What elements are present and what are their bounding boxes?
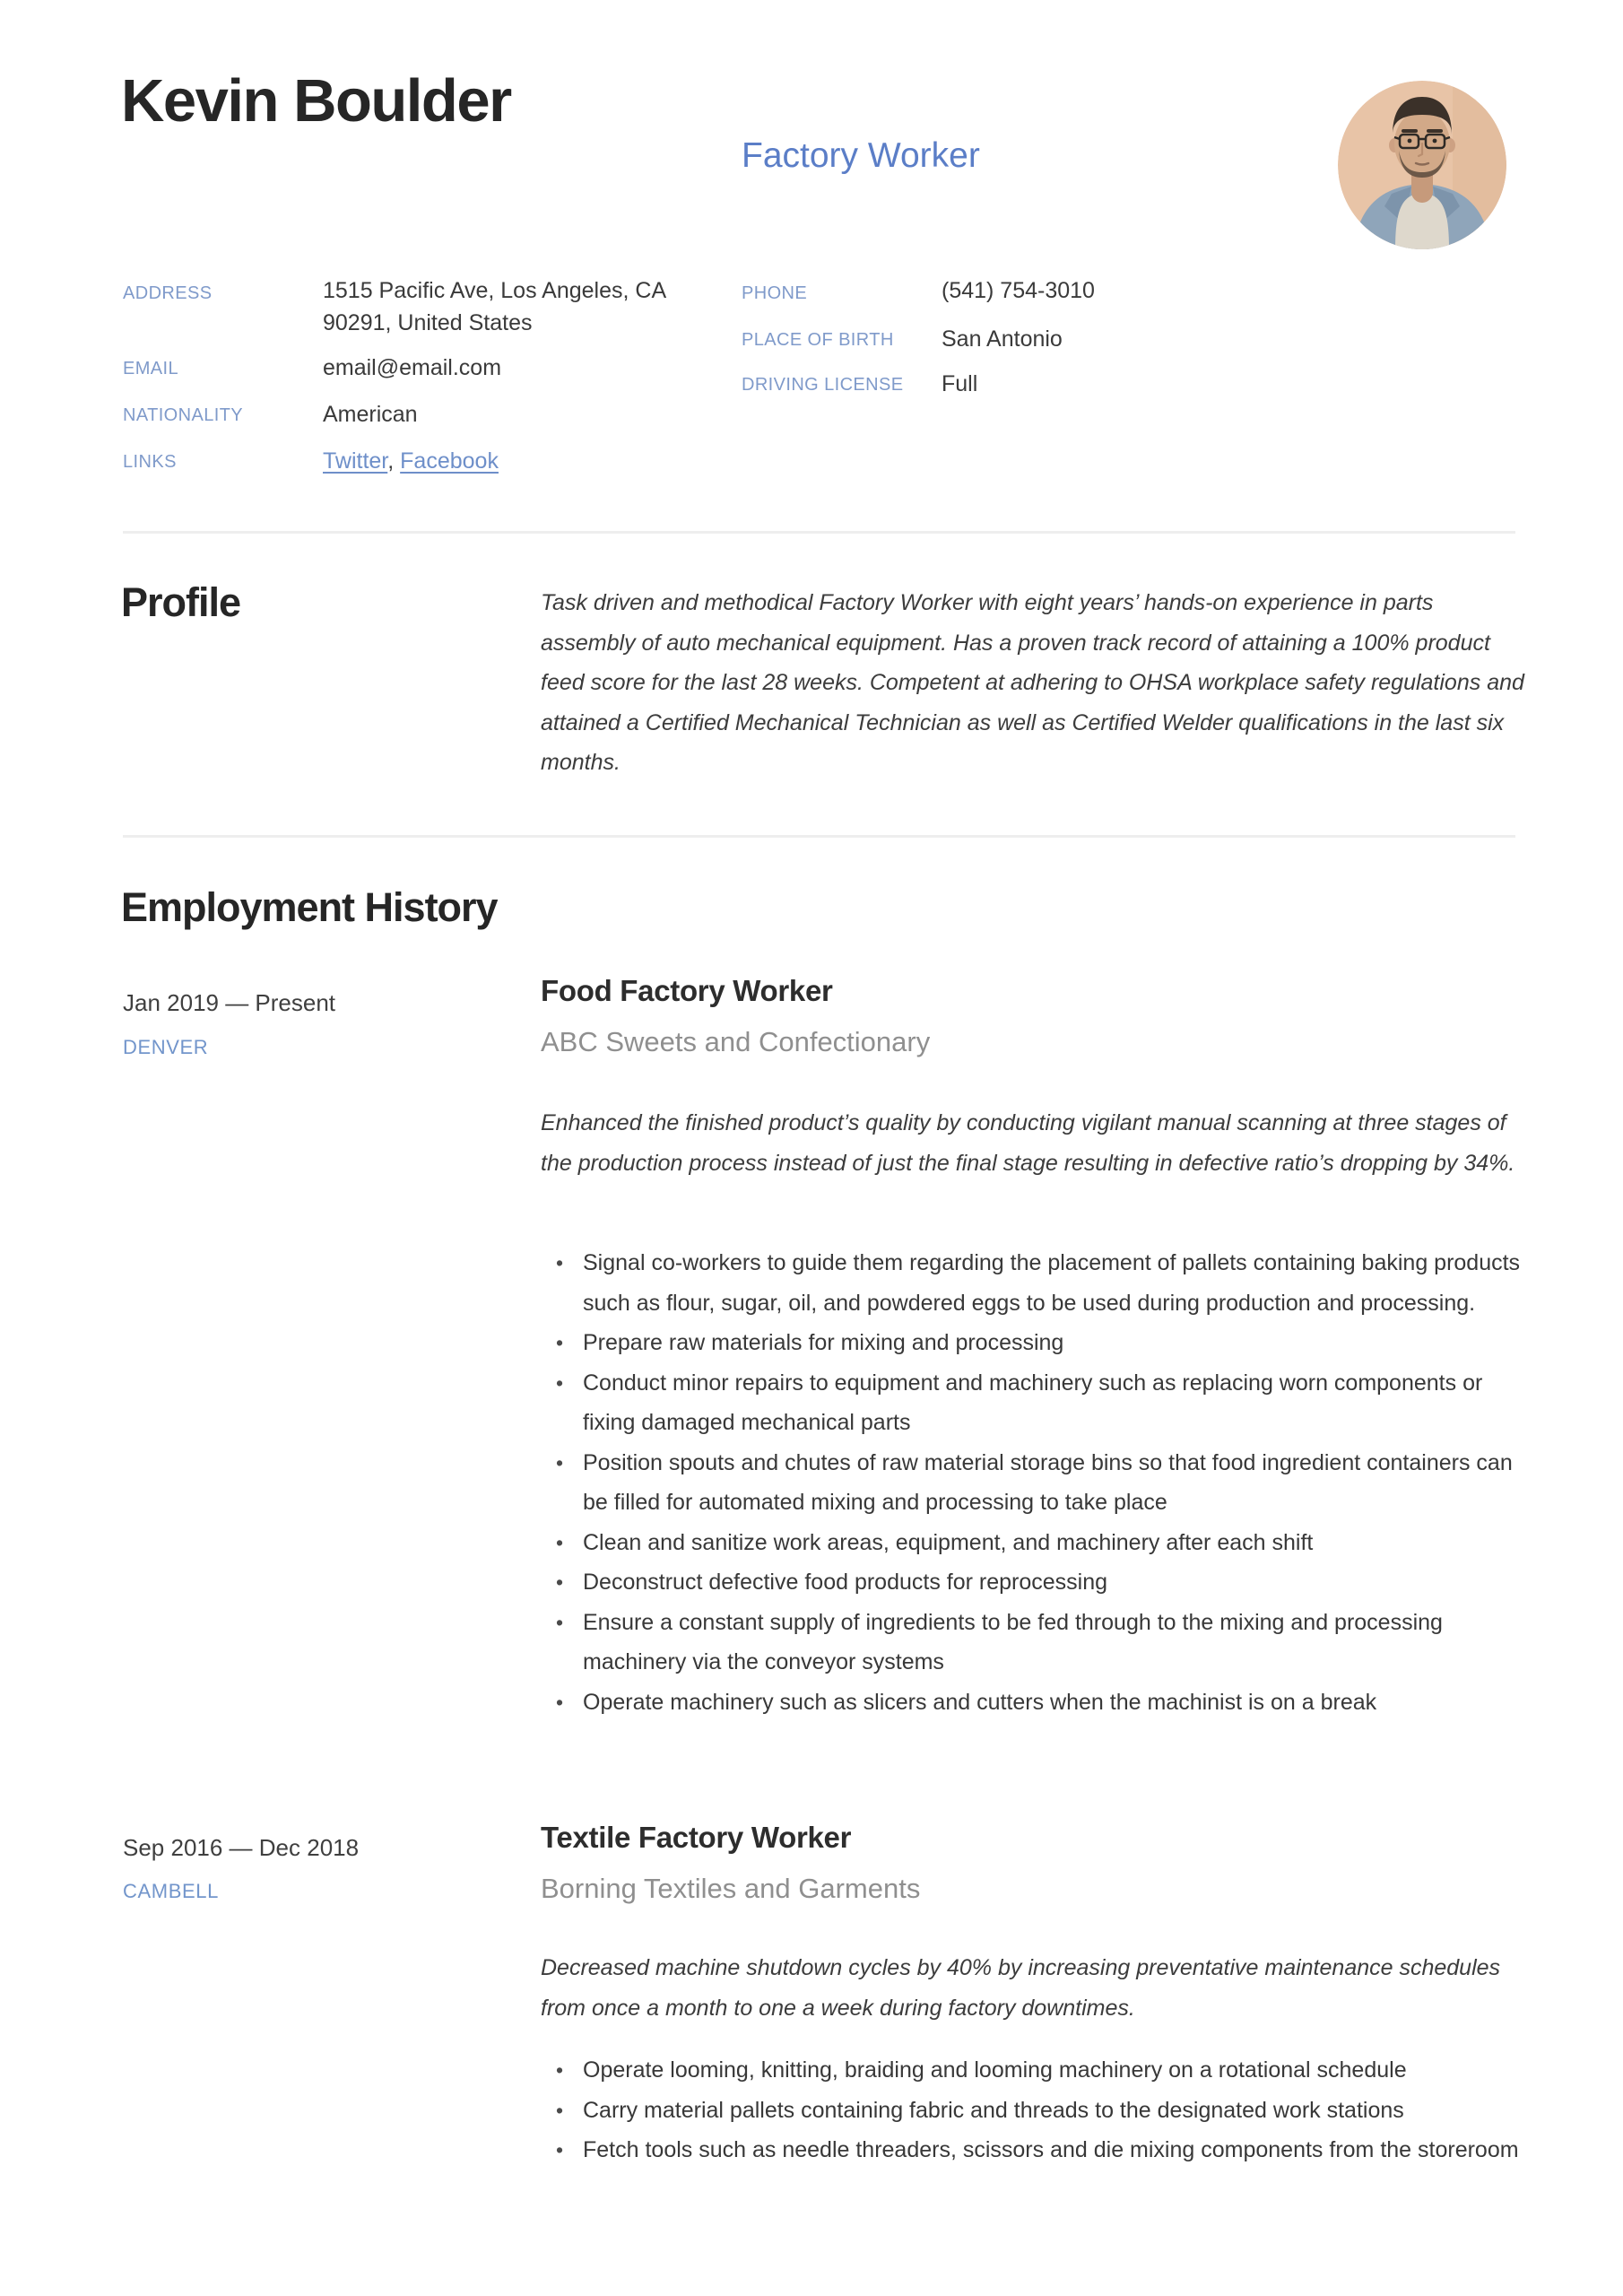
profile-text: Task driven and methodical Factory Worker with eight years’ hands-on experience in parts assembly of auto mechanical equipment. Has a proven track record of attaining a 100% product feed score for the last 28 weeks. Competent at adhering to OHSA workplace safety regulations and attained a Certified Mechanical Technician as well as Certified Welder qualifications in the last six months. — [541, 590, 1524, 775]
job-title: Textile Factory Worker — [541, 1821, 852, 1854]
driving-license-label: DRIVING LICENSE — [742, 375, 904, 395]
job-dates: Sep 2016 — Dec 2018 — [123, 1834, 360, 1861]
twitter-link[interactable]: Twitter — [323, 448, 388, 474]
job-summary: Decreased machine shutdown cycles by 40% by increasing preventative maintenance schedules from once a month to one a week during factory downtimes. — [541, 1955, 1501, 2021]
links-value — [323, 445, 499, 477]
person-portrait-icon — [1338, 81, 1506, 249]
phone-value: (541) 754-3010 — [942, 278, 1095, 303]
job-summary: Enhanced the finished product’s quality by conducting vigilant manual scanning at three stages of the production process instead of just the final stage resulting in defective ratio’s dropping by 34%. — [541, 1110, 1515, 1176]
nationality-value: American — [323, 402, 418, 427]
bullet-item: • Fetch tools such as needle threaders, scissors and die mixing components from the storeroom — [541, 2130, 1532, 2170]
address-value: 1515 Pacific Ave, Los Angeles, CA 90291, United States — [323, 278, 665, 335]
job-company: Borning Textiles and Garments — [541, 1873, 921, 1904]
candidate-name: Kevin Boulder — [121, 67, 511, 135]
section-divider — [123, 531, 1515, 534]
section-divider — [123, 835, 1515, 838]
place-of-birth-value: San Antonio — [942, 326, 1063, 352]
email-label: EMAIL — [123, 359, 179, 378]
job-location: DENVER — [123, 1036, 209, 1058]
bullet-item: • Carry material pallets containing fabric and threads to the designated work stations — [541, 2091, 1532, 2131]
facebook-link[interactable]: Facebook — [400, 448, 499, 474]
nationality-label: NATIONALITY — [123, 405, 244, 425]
bullet-item: • Ensure a constant supply of ingredients to be fed through to the mixing and processing machinery via the conveyor systems — [541, 1603, 1532, 1683]
bullet-item: • Operate looming, knitting, braiding and looming machinery on a rotational schedule — [541, 2050, 1532, 2091]
job-bullet-list — [541, 2050, 1532, 2170]
email-value: email@email.com — [323, 355, 502, 380]
job-location: CAMBELL — [123, 1880, 219, 1902]
bullet-item: • Conduct minor repairs to equipment and machinery such as replacing worn components or fixing damaged mechanical parts — [541, 1363, 1532, 1443]
phone-label: PHONE — [742, 283, 808, 303]
links-label: LINKS — [123, 452, 177, 472]
driving-license-value: Full — [942, 371, 978, 396]
job-bullet-list — [541, 1243, 1532, 1722]
job-title: Food Factory Worker — [541, 974, 833, 1007]
place-of-birth-label: PLACE OF BIRTH — [742, 330, 894, 350]
bullet-item: • Signal co-workers to guide them regarding the placement of pallets containing baking products such as flour, sugar, oil, and powdered eggs to be used during production and processing. — [541, 1243, 1532, 1323]
bullet-item: • Clean and sanitize work areas, equipment, and machinery after each shift — [541, 1523, 1532, 1563]
job-dates: Jan 2019 — Present — [123, 989, 336, 1016]
link-separator: , — [387, 448, 395, 474]
employment-heading: Employment History — [121, 884, 498, 930]
profile-heading: Profile — [121, 579, 241, 625]
bullet-item: • Operate machinery such as slicers and cutters when the machinist is on a break — [541, 1683, 1532, 1723]
candidate-job-title: Factory Worker — [742, 136, 980, 175]
job-company: ABC Sweets and Confectionary — [541, 1026, 931, 1057]
bullet-item: • Position spouts and chutes of raw material storage bins so that food ingredient containers can be filled for automated mixing and processing to take place — [541, 1443, 1532, 1523]
address-label: ADDRESS — [123, 283, 213, 303]
profile-photo — [1338, 81, 1506, 249]
bullet-item: • Prepare raw materials for mixing and processing — [541, 1323, 1532, 1363]
bullet-item: • Deconstruct defective food products for reprocessing — [541, 1562, 1532, 1603]
